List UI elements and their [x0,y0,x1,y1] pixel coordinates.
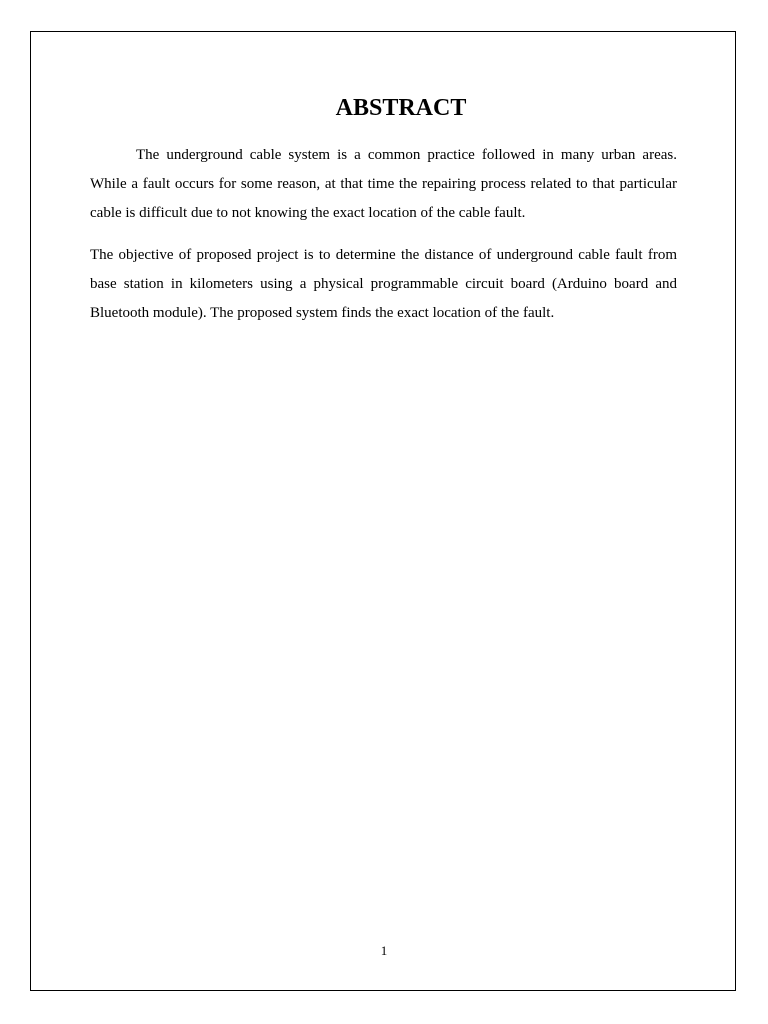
abstract-paragraph-1: The underground cable system is a common practice followed in many urban areas. While a fault occurs for some reason, at that time the repairing process related to that particular cable is difficult due to not knowing the exact location of the cable fault. [90,147,677,221]
abstract-heading: ABSTRACT [335,95,467,121]
page-number: 1 [380,943,388,958]
abstract-paragraph-2: The objective of proposed project is to determine the distance of underground cable fault from base station in kilometers using a physical programmable circuit board (Arduino board and Bluetooth module). The proposed system finds the exact location of the fault. [90,247,677,321]
